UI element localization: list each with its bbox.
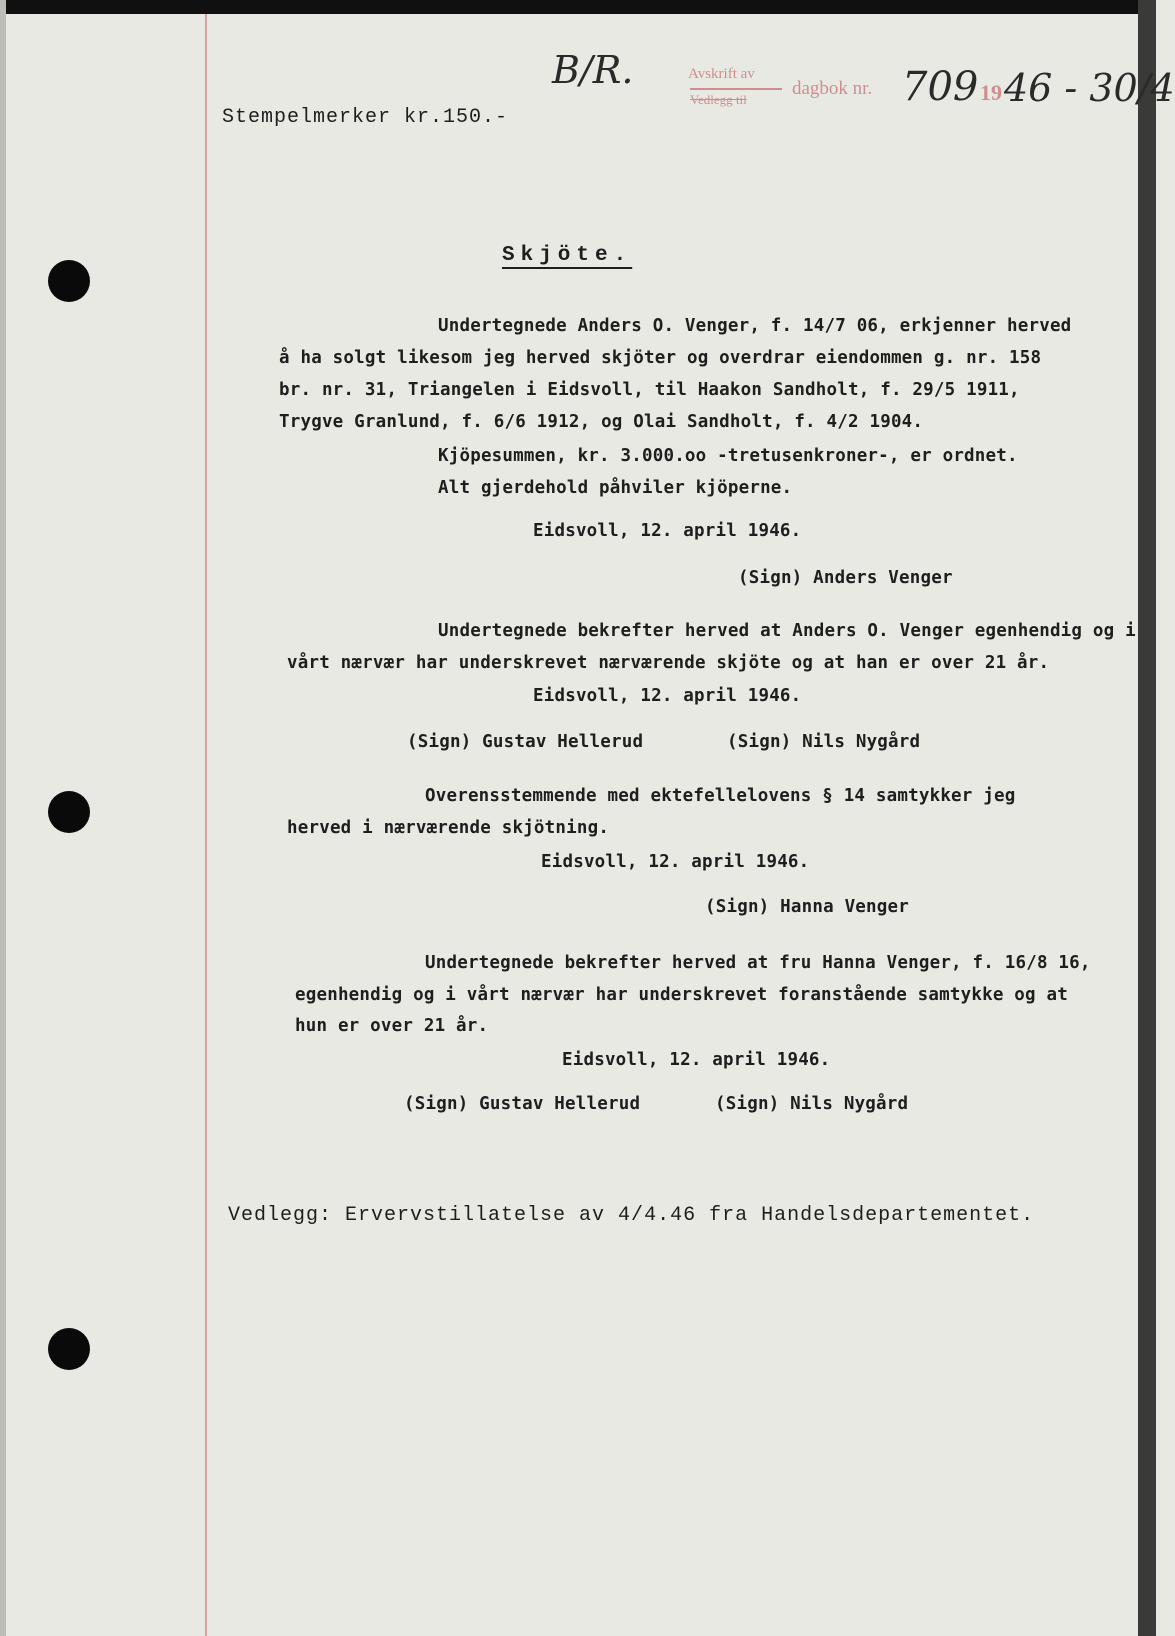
fencing-line: Alt gjerdehold påhviler kjöperne. (438, 478, 793, 498)
punch-hole-bottom (48, 1328, 90, 1370)
attachment-line: Vedlegg: Ervervstillatelse av 4/4.46 fra Handelsdepartementet. (228, 1204, 1035, 1227)
witness-signature-nils-2: (Sign) Nils Nygård (715, 1094, 909, 1114)
punch-hole-middle (48, 791, 90, 833)
paragraph1-line1: Undertegnede Anders O. Venger, f. 14/7 06, erkjenner herved (438, 316, 1072, 336)
margin-line (205, 14, 207, 1636)
witness1-line2: vårt nærvær har underskrevet nærværende skjöte og at han er over 21 år. (287, 653, 1050, 673)
place-date-1: Eidsvoll, 12. april 1946. (533, 521, 802, 541)
witness-signature-nils-1: (Sign) Nils Nygård (727, 732, 921, 752)
signature-anders-venger: (Sign) Anders Venger (738, 568, 953, 588)
consent-line2: herved i nærværende skjötning. (287, 818, 610, 838)
handwritten-year-date: 46 - 30/4 (1004, 66, 1175, 110)
witness2-line3: hun er over 21 år. (295, 1016, 489, 1036)
stamp-rule (690, 88, 782, 90)
stamp-avskrift: Avskrift av (688, 66, 755, 82)
punch-hole-top (48, 260, 90, 302)
stamp-vedlegg: Vedlegg til (690, 92, 747, 107)
handwritten-dagbok-number: 709 (902, 64, 979, 110)
scan-edge-top (0, 0, 1156, 14)
paragraph1-line2: å ha solgt likesom jeg herved skjöter og overdrar eiendommen g. nr. 158 (279, 348, 1042, 368)
consent-line1: Overensstemmende med ektefellelovens § 14 samtykker jeg (425, 786, 1016, 806)
paragraph1-line3: br. nr. 31, Triangelen i Eidsvoll, til Haakon Sandholt, f. 29/5 1911, (279, 380, 1020, 400)
stamp-year-prefix: 19 (980, 80, 1002, 105)
document-title: Skjöte. (502, 244, 633, 267)
stamp-dagbok: dagbok nr. (792, 78, 873, 99)
scan-edge-left (0, 0, 6, 1636)
handwritten-initials: B/R. (552, 48, 634, 92)
witness-signature-gustav-2: (Sign) Gustav Hellerud (404, 1094, 641, 1114)
stamp-duty-label: Stempelmerker kr.150.- (222, 106, 509, 129)
purchase-price-line: Kjöpesummen, kr. 3.000.oo -tretusenkroner-, er ordnet. (438, 446, 1018, 466)
scan-edge-right (1138, 0, 1156, 1636)
witness2-line2: egenhendig og i vårt nærvær har underskrevet foranstående samtykke og at (295, 985, 1068, 1005)
place-date-3: Eidsvoll, 12. april 1946. (541, 852, 810, 872)
witness1-line1: Undertegnede bekrefter herved at Anders O. Venger egenhendig og i (438, 621, 1136, 641)
place-date-4: Eidsvoll, 12. april 1946. (562, 1050, 831, 1070)
witness2-line1: Undertegnede bekrefter herved at fru Hanna Venger, f. 16/8 16, (425, 953, 1091, 973)
signature-hanna-venger: (Sign) Hanna Venger (705, 897, 909, 917)
witness-signature-gustav-1: (Sign) Gustav Hellerud (407, 732, 644, 752)
paragraph1-line4: Trygve Granlund, f. 6/6 1912, og Olai Sandholt, f. 4/2 1904. (279, 412, 924, 432)
place-date-2: Eidsvoll, 12. april 1946. (533, 686, 802, 706)
